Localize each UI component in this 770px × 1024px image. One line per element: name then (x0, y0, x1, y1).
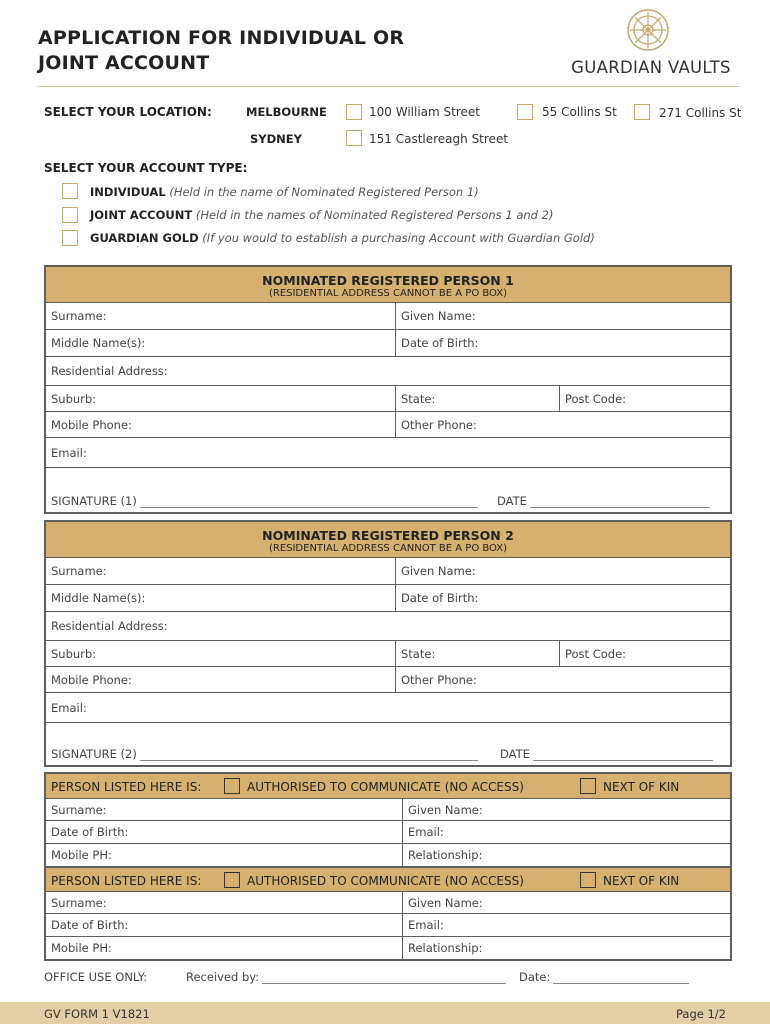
state-field[interactable] (395, 641, 559, 666)
field-label: Post Code: (565, 646, 627, 661)
post-code-field[interactable] (559, 386, 730, 411)
next-of-kin-label: NEXT OF KIN (603, 874, 680, 888)
suburb-field[interactable] (46, 386, 395, 411)
page-title (38, 26, 404, 76)
field-label: Residential Address: (51, 364, 168, 378)
checkbox-next-of-kin[interactable] (580, 872, 596, 888)
signature-1-field[interactable] (51, 494, 478, 508)
date-1-field[interactable] (497, 494, 710, 508)
date-label: DATE (497, 494, 527, 508)
table-row (46, 386, 730, 412)
account-option-note: (If you would to establish a purchasing Account with Guardian Gold) (202, 231, 595, 245)
state-field[interactable] (395, 386, 559, 411)
table-row (46, 821, 730, 844)
mobile-ph-field[interactable] (46, 937, 402, 959)
listed-label: PERSON LISTED HERE IS: (51, 780, 202, 794)
title-line-2: JOINT ACCOUNT (38, 52, 210, 74)
given-name-field[interactable] (402, 799, 730, 820)
account-option-note: (Held in the names of Nominated Registered Persons 1 and 2) (195, 208, 554, 222)
person-2-table (44, 520, 732, 767)
mobile-ph-field[interactable] (46, 844, 402, 866)
listed-person-header (46, 867, 730, 892)
signature-label: SIGNATURE (1) (51, 494, 137, 508)
table-row (46, 844, 730, 867)
person-2-subtitle: (RESIDENTIAL ADDRESS CANNOT BE A PO BOX) (268, 543, 508, 554)
account-option-name: GUARDIAN GOLD (90, 231, 199, 245)
table-row (46, 693, 730, 723)
checkbox-151-castlereagh-street[interactable] (346, 130, 362, 146)
field-label: State: (401, 391, 436, 406)
table-row (46, 892, 730, 914)
account-option-note: (Held in the name of Nominated Registered Person 1) (169, 185, 479, 199)
authorised-label: AUTHORISED TO COMMUNICATE (NO ACCESS) (247, 874, 524, 888)
middle-names-field[interactable] (46, 585, 395, 611)
option-100-william-street: 100 William Street (369, 105, 480, 119)
mobile-phone-field[interactable] (46, 667, 395, 692)
melbourne-label: MELBOURNE (246, 105, 327, 119)
field-label: Email: (408, 918, 444, 932)
field-label: Email: (408, 825, 444, 839)
account-type-label: SELECT YOUR ACCOUNT TYPE: (44, 161, 248, 175)
email-field[interactable] (46, 438, 730, 467)
field-label: Relationship: (408, 848, 483, 862)
field-label: Mobile PH: (51, 941, 112, 955)
received-by-label: Received by: (186, 970, 260, 984)
dob-field[interactable] (395, 585, 730, 611)
field-label: Other Phone: (401, 672, 477, 687)
signature-2-field[interactable] (51, 747, 478, 761)
office-date-label: Date: (519, 970, 551, 984)
field-label: Date of Birth: (51, 918, 129, 932)
person-2-header (46, 522, 730, 558)
field-label: Surname: (51, 895, 107, 910)
received-by-field[interactable] (186, 970, 506, 984)
location-label: SELECT YOUR LOCATION: (44, 105, 212, 119)
table-row (46, 357, 730, 386)
signature-row (46, 723, 730, 765)
field-label: Relationship: (408, 941, 483, 955)
given-name-field[interactable] (395, 558, 730, 584)
field-label: Mobile PH: (51, 848, 112, 862)
other-phone-field[interactable] (395, 667, 730, 692)
table-row (46, 438, 730, 468)
checkbox-joint-account[interactable] (62, 207, 78, 223)
dob-field[interactable] (46, 914, 402, 936)
person-1-table (44, 265, 732, 514)
field-label: Suburb: (51, 646, 97, 661)
checkbox-55-collins-st[interactable] (517, 104, 533, 120)
table-row (46, 558, 730, 585)
checkbox-271-collins-st[interactable] (634, 104, 650, 120)
checkbox-next-of-kin[interactable] (580, 778, 596, 794)
signature-row (46, 468, 730, 512)
field-label: Date of Birth: (51, 825, 129, 839)
next-of-kin-label: NEXT OF KIN (603, 780, 680, 794)
person-1-subtitle: (RESIDENTIAL ADDRESS CANNOT BE A PO BOX) (268, 288, 508, 299)
option-271-collins-st: 271 Collins St (659, 106, 742, 120)
person-1-title: NOMINATED REGISTERED PERSON 1 (262, 273, 514, 288)
listed-person-table-1 (44, 772, 732, 961)
field-label: State: (401, 646, 436, 661)
person-2-title: NOMINATED REGISTERED PERSON 2 (262, 528, 514, 543)
option-151-castlereagh-street: 151 Castlereagh Street (369, 132, 509, 146)
ships-wheel-icon (626, 8, 670, 52)
checkbox-guardian-gold[interactable] (62, 230, 78, 246)
date-2-field[interactable] (500, 747, 713, 761)
field-label: Given Name: (408, 802, 483, 817)
field-label: Surname: (51, 802, 107, 817)
relationship-field[interactable] (402, 844, 730, 866)
dob-field[interactable] (46, 821, 402, 843)
account-option-guardian-gold (90, 231, 595, 245)
table-row (46, 799, 730, 821)
office-date-field[interactable] (519, 970, 689, 984)
field-label: Given Name: (408, 895, 483, 910)
field-label: Other Phone: (401, 417, 477, 432)
checkbox-authorised[interactable] (224, 778, 240, 794)
relationship-field[interactable] (402, 937, 730, 959)
given-name-field[interactable] (395, 303, 730, 329)
office-use-label: OFFICE USE ONLY: (44, 970, 148, 984)
person-1-header (46, 267, 730, 303)
table-row (46, 667, 730, 693)
email-field[interactable] (402, 821, 730, 843)
page-number: Page 1/2 (675, 1007, 726, 1021)
surname-field[interactable] (46, 303, 395, 329)
surname-field[interactable] (46, 799, 402, 820)
field-label: Email: (51, 445, 87, 460)
account-option-joint (90, 208, 553, 222)
other-phone-field[interactable] (395, 412, 730, 437)
title-line-1: APPLICATION FOR INDIVIDUAL OR (38, 27, 405, 49)
field-label: Middle Name(s): (51, 336, 146, 350)
given-name-field[interactable] (402, 892, 730, 913)
listed-person-header (46, 774, 730, 799)
logo-text: GUARDIAN VAULTS (571, 58, 731, 77)
checkbox-individual[interactable] (62, 183, 78, 199)
email-field[interactable] (46, 693, 730, 722)
account-option-individual (90, 185, 479, 199)
field-label: Date of Birth: (401, 336, 479, 350)
form-id: GV FORM 1 V1821 (44, 1007, 150, 1021)
sydney-label: SYDNEY (250, 132, 302, 146)
field-label: Surname: (51, 309, 107, 323)
table-row (46, 641, 730, 667)
footer-bar (0, 1002, 770, 1024)
suburb-field[interactable] (46, 641, 395, 666)
option-55-collins-st: 55 Collins St (542, 105, 617, 119)
date-label: DATE (500, 747, 530, 761)
middle-names-field[interactable] (46, 330, 395, 356)
signature-label: SIGNATURE (2) (51, 747, 137, 761)
table-row (46, 585, 730, 612)
table-row (46, 303, 730, 330)
checkbox-100-william-street[interactable] (346, 104, 362, 120)
surname-field[interactable] (46, 892, 402, 913)
email-field[interactable] (402, 914, 730, 936)
field-label: Email: (51, 700, 87, 715)
field-label: Suburb: (51, 391, 97, 406)
field-label: Given Name: (401, 564, 476, 578)
mobile-phone-field[interactable] (46, 412, 395, 437)
table-row (46, 412, 730, 438)
listed-label: PERSON LISTED HERE IS: (51, 874, 202, 888)
field-label: Mobile Phone: (51, 672, 132, 687)
account-option-name: JOINT ACCOUNT (90, 208, 193, 222)
dob-field[interactable] (395, 330, 730, 356)
table-row (46, 330, 730, 357)
table-row (46, 937, 730, 959)
header-divider (38, 86, 740, 87)
surname-field[interactable] (46, 558, 395, 584)
account-option-name: INDIVIDUAL (90, 185, 166, 199)
guardian-vaults-logo (556, 8, 746, 80)
field-label: Mobile Phone: (51, 417, 132, 432)
field-label: Given Name: (401, 309, 476, 323)
field-label: Surname: (51, 564, 107, 578)
table-row (46, 914, 730, 937)
field-label: Middle Name(s): (51, 591, 146, 605)
residential-address-field[interactable] (46, 357, 730, 385)
authorised-label: AUTHORISED TO COMMUNICATE (NO ACCESS) (247, 780, 524, 794)
field-label: Residential Address: (51, 619, 168, 633)
post-code-field[interactable] (559, 641, 730, 666)
table-row (46, 612, 730, 641)
checkbox-authorised[interactable] (224, 872, 240, 888)
residential-address-field[interactable] (46, 612, 730, 640)
field-label: Post Code: (565, 391, 627, 406)
field-label: Date of Birth: (401, 591, 479, 605)
